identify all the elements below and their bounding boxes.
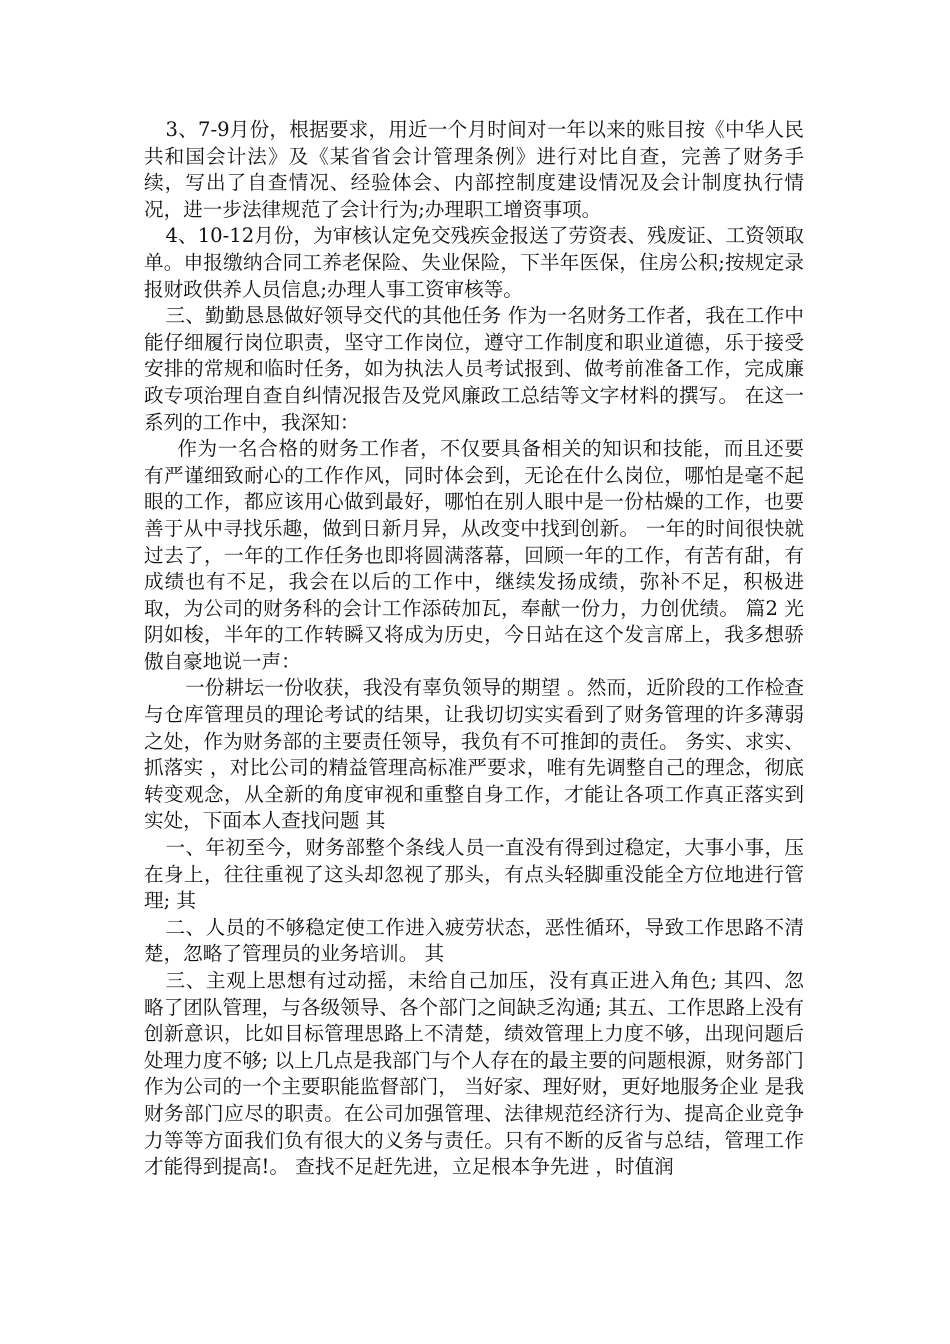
- paragraph-6: 一、年初至今，财务部整个条线人员一直没有得到过稳定，大事小事，压在身上，往往重视了这头却忽视了那头，有点头轻脚重没能全方位地进行管理; 其: [144, 836, 804, 913]
- paragraph-1: 3、7-9月份，根据要求，用近一个月时间对一年以来的账目按《中华人民共和国会计法》及《某省省会计管理条例》进行对比自查，完善了财务手续，写出了自查情况、经验体会、内部控制度建设情况及会计制度执行情况，进一步法律规范了会计行为;办理职工增资事项。: [144, 118, 804, 221]
- paragraph-5: 一份耕坛一份收获，我没有辜负领导的期望 。然而，近阶段的工作检查与仓库管理员的理论考试的结果，让我切切实实看到了财务管理的许多薄弱之处，作为财务部的主要责任领导，我负有不可推卸的责任。 务实、求实、抓落实 ，对比公司的精益管理高标准严要求，唯有先调整自己的理念，彻底转变观念，从全新的角度审视和重整自身工作，才能让各项工作真正落实到实处，下面本人查找问题 其: [144, 676, 804, 833]
- paragraph-2: 4、10-12月份，为审核认定免交残疾金报送了劳资表、残废证、工资领取单。申报缴纳合同工养老保险、失业保险，下半年医保，住房公积;按规定录报财政供养人员信息;办理人事工资审核等。: [144, 224, 804, 301]
- paragraph-3: 三、勤勤恳恳做好领导交代的其他任务 作为一名财务工作者，我在工作中能仔细履行岗位职责，坚守工作岗位，遵守工作制度和职业道德，乐于接受安排的常规和临时任务，如为执法人员考试报到、做考前准备工作，完成廉政专项治理自查自纠情况报告及党风廉政工总结等文字材料的撰写。 在这一系列的工作中，我深知：: [144, 304, 804, 434]
- paragraph-8: 三、主观上思想有过动摇，未给自己加压，没有真正进入角色; 其四、忽略了团队管理，与各级领导、各个部门之间缺乏沟通; 其五、工作思路上没有创新意识，比如目标管理思路上不清楚，绩效管理上力度不够，出现问题后处理力度不够; 以上几点是我部门与个人存在的最主要的问题根源，财务部门作为公司的一个主要职能监督部门， 当好家、理好财，更好地服务企业 是我财务部门应尽的职责。在公司加强管理、法律规范经济行为、提高企业竞争力等等方面我们负有很大的义务与责任。只有不断的反省与总结，管理工作才能得到提高!。 查找不足赶先进，立足根本争先进 ，时值润: [144, 969, 804, 1179]
- paragraph-7: 二、人员的不够稳定使工作进入疲劳状态，恶性循环，导致工作思路不清楚，忽略了管理员的业务培训。 其: [144, 915, 804, 966]
- paragraph-4: 作为一名合格的财务工作者，不仅要具备相关的知识和技能，而且还要有严谨细致耐心的工作作风，同时体会到，无论在什么岗位，哪怕是毫不起眼的工作，都应该用心做到最好，哪怕在别人眼中是一份枯燥的工作，也要善于从中寻找乐趣，做到日新月异，从改变中找到创新。 一年的时间很快就过去了，一年的工作任务也即将圆满落幕，回顾一年的工作，有苦有甜，有成绩也有不足，我会在以后的工作中，继续发扬成绩，弥补不足，积极进取，为公司的财务科的会计工作添砖加瓦，奉献一份力，力创优绩。 篇2 光阴如梭，半年的工作转瞬又将成为历史，今日站在这个发言席上，我多想骄傲自豪地说一声：: [144, 437, 804, 673]
- document-page: [144, 117, 804, 1181]
